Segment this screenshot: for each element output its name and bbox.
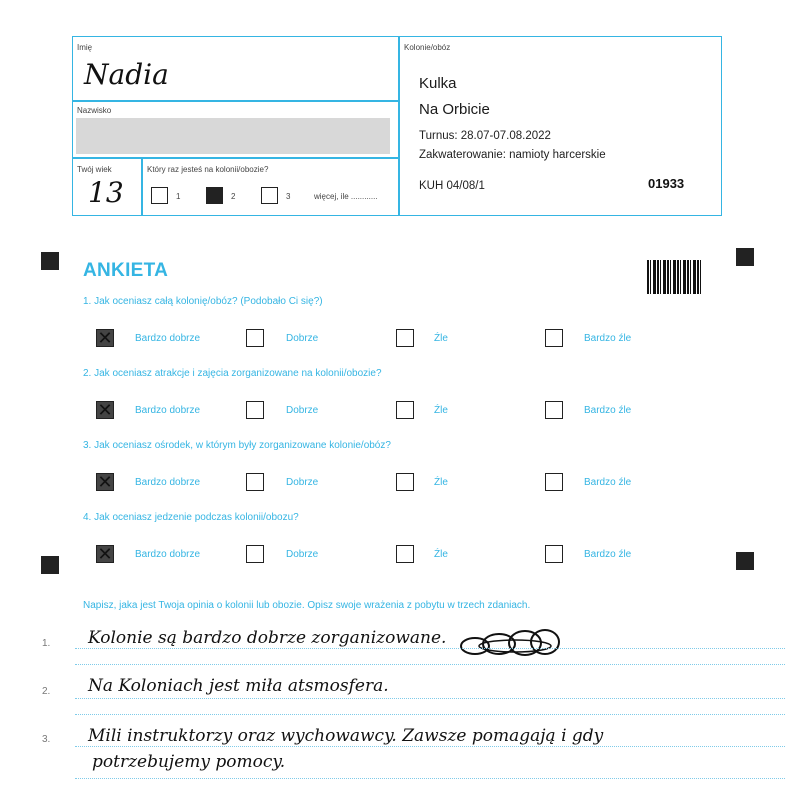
question-4: 4. Jak oceniasz jedzenie podczas kolonii/obozu? — [83, 512, 299, 523]
header-divider — [141, 157, 143, 216]
q4-checkbox-zle[interactable] — [396, 545, 414, 563]
writing-line — [75, 714, 785, 715]
q3-checkbox-bardzo-zle[interactable] — [545, 473, 563, 491]
q3-checkbox-dobrze[interactable] — [246, 473, 264, 491]
q1-checkbox-bardzo-zle[interactable] — [545, 329, 563, 347]
option-label: Bardzo dobrze — [135, 333, 201, 344]
option-label: Dobrze — [286, 549, 319, 560]
visit-option-label: 1 — [176, 192, 181, 201]
line-number: 1. — [42, 638, 51, 649]
q2-checkbox-dobrze[interactable] — [246, 401, 264, 419]
question-2: 2. Jak oceniasz atrakcje i zajęcia zorganizowane na kolonii/obozie? — [83, 368, 382, 379]
q1-checkbox-dobrze[interactable] — [246, 329, 264, 347]
imie-label: Imię — [77, 43, 93, 52]
visit-checkbox-1[interactable] — [151, 187, 168, 204]
registration-mark — [41, 252, 59, 270]
writing-line — [75, 746, 785, 747]
q2-checkbox-bardzo-zle[interactable] — [545, 401, 563, 419]
visit-checkbox-2[interactable] — [206, 187, 223, 204]
q2-checkbox-bardzo-dobrze[interactable] — [96, 401, 114, 419]
answer-line-3[interactable]: Mili instruktorzy oraz wychowawcy. Zawsze pomagają i gdy — [88, 726, 604, 746]
registration-mark — [736, 248, 754, 266]
writing-line — [75, 664, 785, 665]
option-label: Bardzo dobrze — [135, 549, 201, 560]
question-1: 1. Jak oceniasz całą kolonię/obóz? (Podobało Ci się?) — [83, 296, 323, 307]
option-label: Źle — [434, 549, 448, 560]
nazwisko-label: Nazwisko — [77, 106, 112, 115]
option-label: Źle — [434, 477, 448, 488]
q4-checkbox-bardzo-dobrze[interactable] — [96, 545, 114, 563]
q2-checkbox-zle[interactable] — [396, 401, 414, 419]
option-label: Bardzo dobrze — [135, 477, 201, 488]
header-line — [72, 157, 399, 159]
q4-checkbox-bardzo-zle[interactable] — [545, 545, 563, 563]
header-divider — [398, 36, 400, 216]
turnus-text: Turnus: 28.07-07.08.2022 — [419, 130, 551, 142]
wiecej-label: więcej, ile ............ — [314, 192, 378, 201]
line-number: 2. — [42, 686, 51, 697]
opinion-instruction: Napisz, jaka jest Twoja opinia o kolonii lub obozie. Opisz swoje wrażenia z pobytu w trzech zdaniach. — [83, 600, 531, 611]
ktory-raz-label: Który raz jesteś na kolonii/obozie? — [147, 165, 269, 174]
camp-code: KUH 04/08/1 — [419, 180, 485, 192]
option-label: Bardzo źle — [584, 333, 632, 344]
camp-name: Kulka — [419, 75, 457, 92]
imie-value[interactable]: Nadia — [84, 58, 169, 91]
visit-option-label: 3 — [286, 192, 291, 201]
registration-mark — [41, 556, 59, 574]
writing-line — [75, 778, 785, 779]
barcode-graphic — [647, 260, 701, 294]
option-label: Źle — [434, 333, 448, 344]
visit-checkbox-3[interactable] — [261, 187, 278, 204]
wiek-label: Twój wiek — [77, 165, 112, 174]
writing-line — [75, 648, 785, 649]
zakwaterowanie-text: Zakwaterowanie: namioty harcerskie — [419, 149, 606, 161]
option-label: Dobrze — [286, 333, 319, 344]
visit-option-label: 2 — [231, 192, 236, 201]
survey-title: ANKIETA — [83, 260, 169, 281]
kolonia-label: Kolonie/obóz — [404, 43, 451, 52]
option-label: Bardzo źle — [584, 549, 632, 560]
registration-mark — [736, 552, 754, 570]
option-label: Bardzo dobrze — [135, 405, 201, 416]
header-line — [72, 100, 399, 102]
q4-checkbox-dobrze[interactable] — [246, 545, 264, 563]
line-number: 3. — [42, 734, 51, 745]
form-number: 01933 — [648, 176, 685, 191]
q1-checkbox-bardzo-dobrze[interactable] — [96, 329, 114, 347]
option-label: Bardzo źle — [584, 405, 632, 416]
option-label: Dobrze — [286, 477, 319, 488]
nazwisko-redacted-field — [76, 118, 390, 154]
answer-line-1[interactable]: Kolonie są bardzo dobrze zorganizowane. — [88, 628, 447, 648]
q3-checkbox-zle[interactable] — [396, 473, 414, 491]
q3-checkbox-bardzo-dobrze[interactable] — [96, 473, 114, 491]
option-label: Bardzo źle — [584, 477, 632, 488]
answer-line-3-continued[interactable]: potrzebujemy pomocy. — [92, 752, 286, 772]
writing-line — [75, 698, 785, 699]
option-label: Źle — [434, 405, 448, 416]
q1-checkbox-zle[interactable] — [396, 329, 414, 347]
scribble-mark — [455, 626, 573, 662]
option-label: Dobrze — [286, 405, 319, 416]
camp-subname: Na Orbicie — [419, 101, 490, 118]
answer-line-2[interactable]: Na Koloniach jest miła atsmosfera. — [88, 676, 389, 696]
question-3: 3. Jak oceniasz ośrodek, w którym były zorganizowane kolonie/obóz? — [83, 440, 391, 451]
wiek-value[interactable]: 13 — [88, 176, 124, 209]
